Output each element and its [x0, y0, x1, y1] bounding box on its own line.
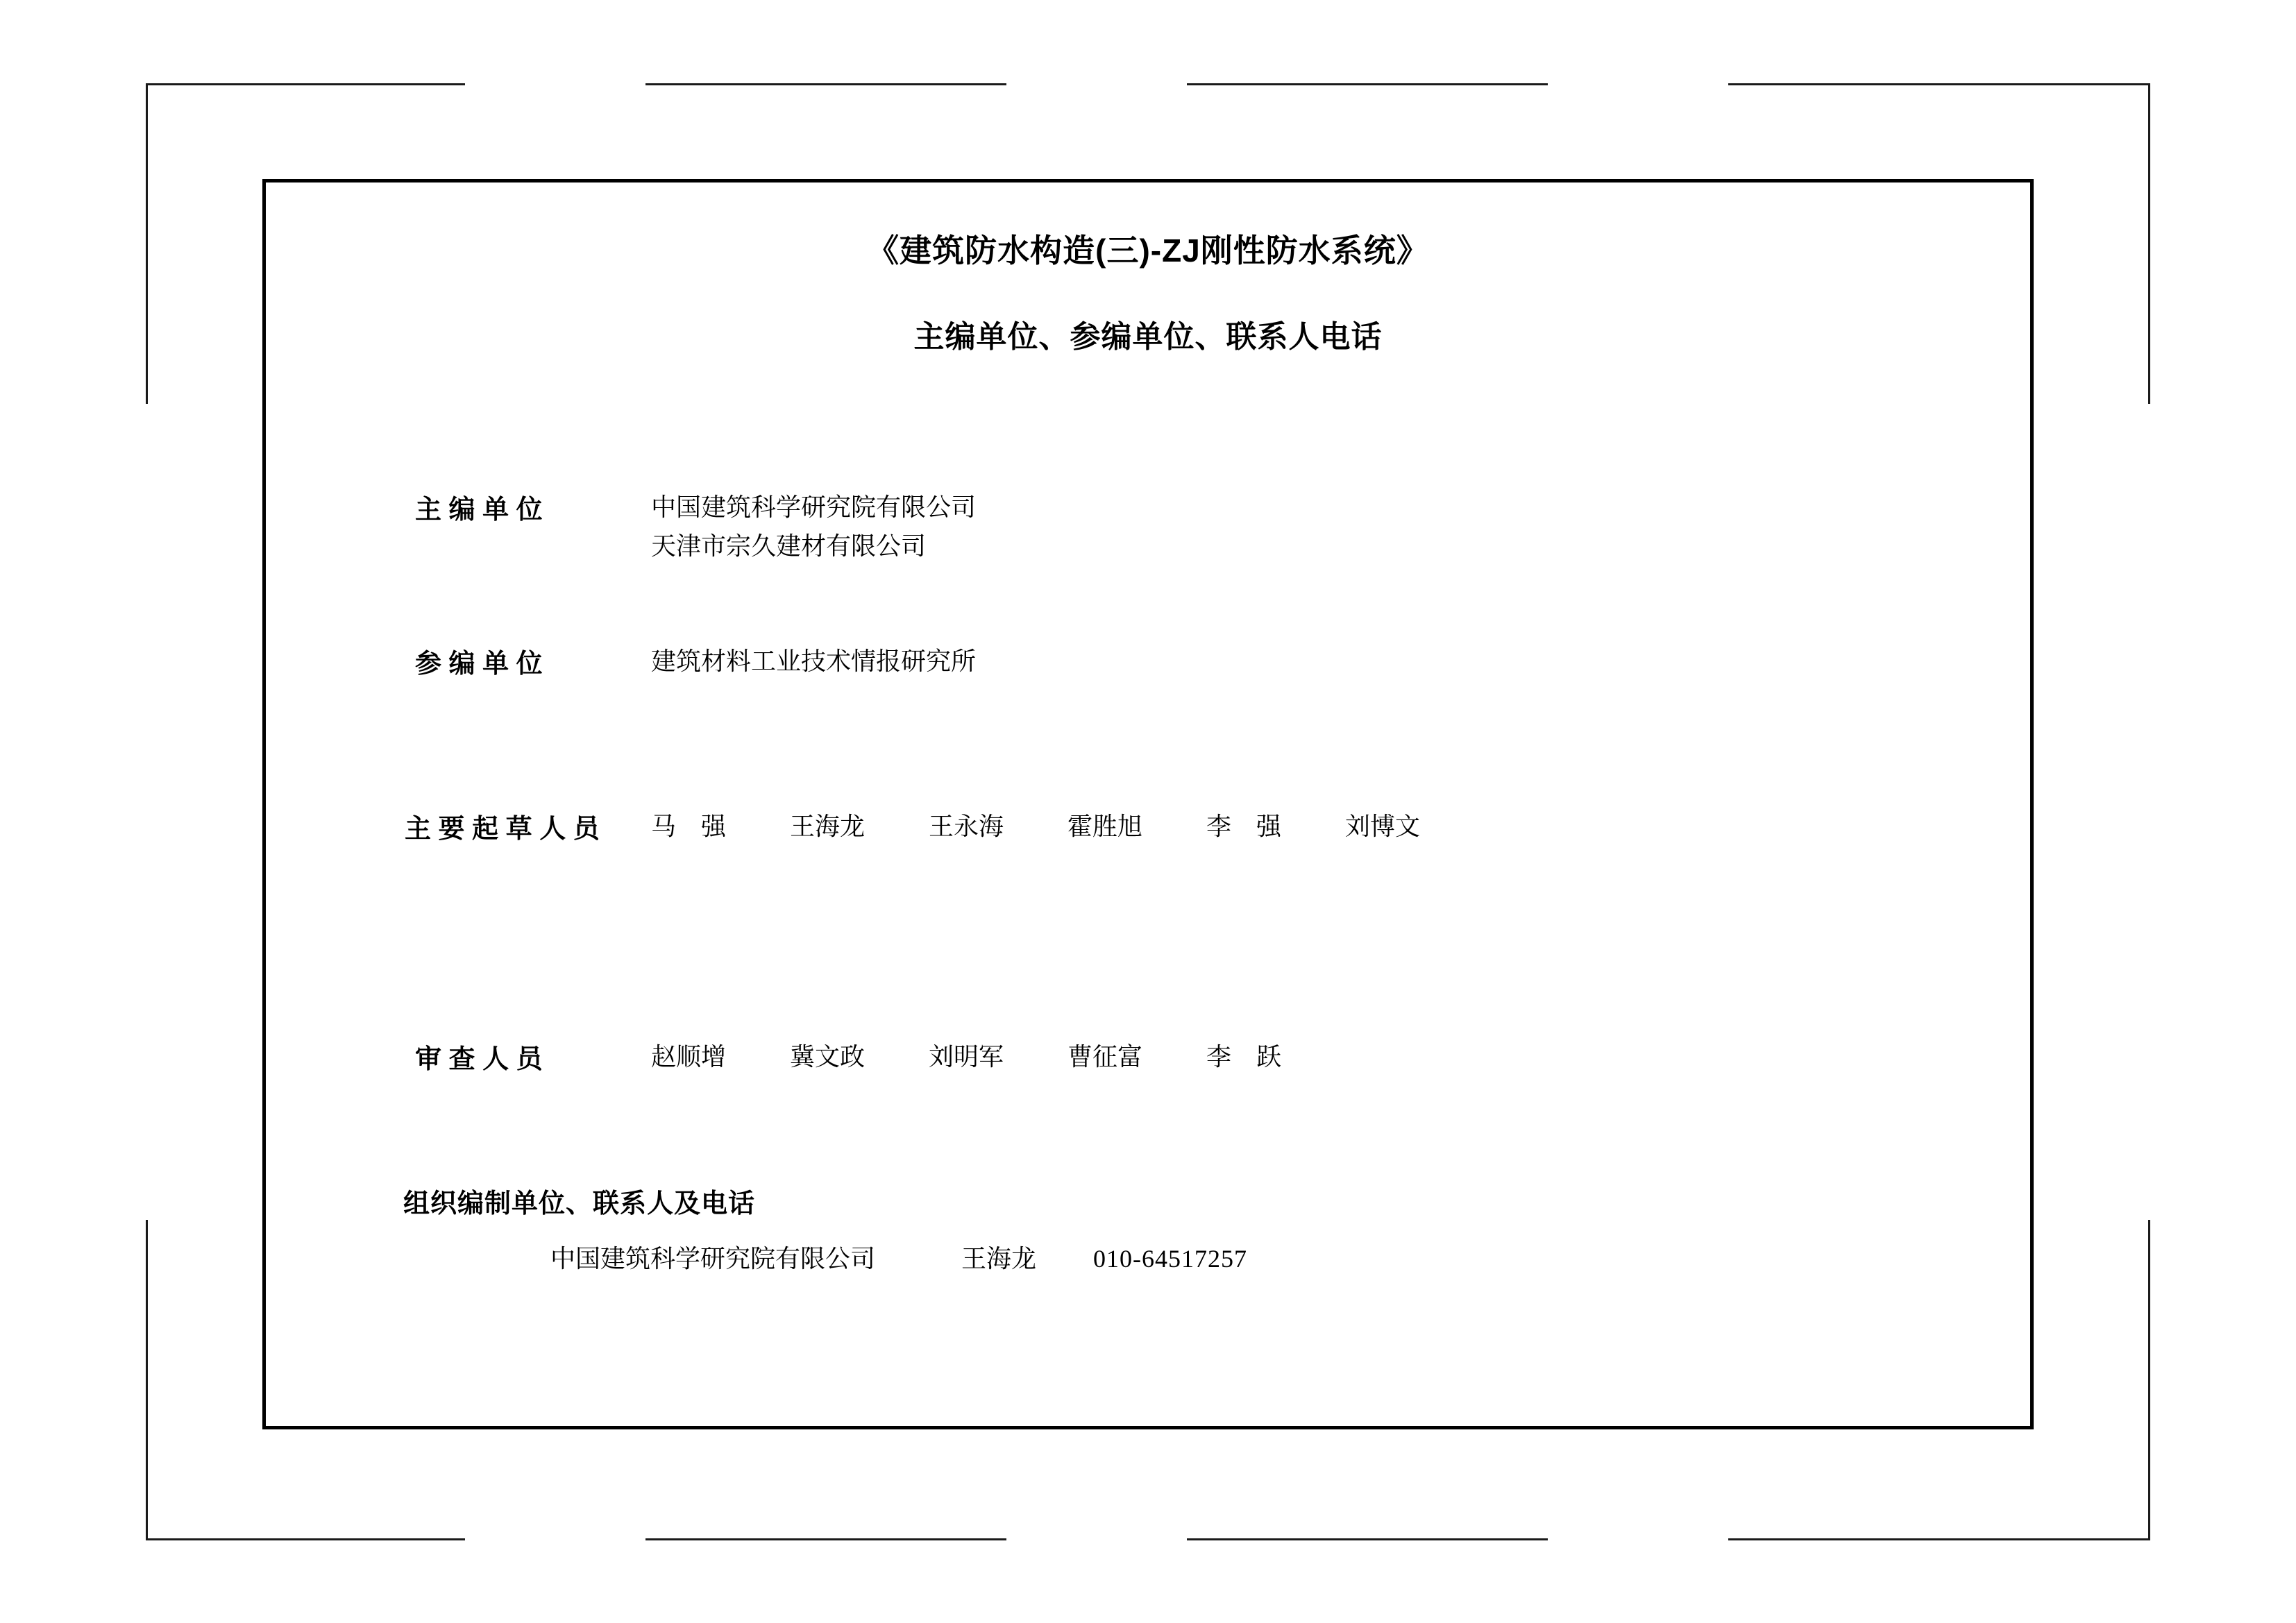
section-organizer	[403, 1182, 1247, 1275]
reviewer-name: 冀文政	[790, 1043, 866, 1071]
frame-segment-left-top	[146, 83, 148, 404]
drafter-name: 刘博文	[1345, 813, 1421, 840]
drafter-name: 霍胜旭	[1067, 813, 1143, 840]
frame-segment-top-mid-left	[645, 83, 1006, 85]
organizer-company: 中国建筑科学研究院有限公司	[550, 1244, 876, 1273]
frame-segment-bottom-right	[1728, 1538, 2150, 1540]
frame-segment-left-bottom	[146, 1220, 148, 1540]
reviewer-name: 刘明军	[929, 1043, 1004, 1071]
section-reviewers	[415, 1037, 1345, 1076]
section-values-chief-editor	[651, 488, 976, 566]
drafter-name: 王海龙	[790, 813, 866, 840]
section-values-main-drafters	[651, 807, 1484, 842]
section-label-organizer: 组织编制单位、联系人及电话	[403, 1189, 756, 1218]
reviewer-name: 赵顺增	[651, 1043, 727, 1071]
drafter-name: 王永海	[929, 813, 1004, 840]
section-values-associate-editor	[651, 642, 976, 681]
frame-segment-right-top	[2148, 83, 2150, 404]
section-label-chief-editor: 主 编 单 位	[415, 495, 543, 525]
frame-segment-top-mid-right	[1187, 83, 1548, 85]
reviewer-name: 李 跃	[1206, 1043, 1282, 1071]
organizer-phone: 010-64517257	[1093, 1245, 1247, 1273]
frame-segment-top-right	[1728, 83, 2150, 85]
document-title-secondary: 主编单位、参编单位、联系人电话	[913, 320, 1383, 354]
drafter-name: 李 强	[1206, 813, 1282, 840]
frame-segment-right-bottom	[2148, 1220, 2150, 1540]
document-title-primary: 《建筑防水构造(三)-ZJ刚性防水系统》	[867, 232, 1429, 269]
drafter-name: 马 强	[651, 813, 727, 840]
organizer-contact-person: 王海龙	[961, 1245, 1037, 1273]
document-content-box	[262, 179, 2034, 1429]
section-associate-editor	[415, 642, 976, 681]
frame-segment-bottom-mid-right	[1187, 1538, 1548, 1540]
associate-editor-unit-1: 建筑材料工业技术情报研究所	[651, 647, 977, 675]
section-chief-editor	[415, 488, 976, 566]
frame-segment-bottom-mid-left	[645, 1538, 1006, 1540]
chief-editor-unit-2: 天津市宗久建材有限公司	[651, 531, 927, 560]
frame-segment-bottom-left	[146, 1538, 465, 1540]
frame-segment-top-left	[146, 83, 465, 85]
section-values-reviewers	[651, 1037, 1345, 1073]
section-label-reviewers: 审 查 人 员	[415, 1045, 543, 1074]
section-label-main-drafters: 主 要 起 草 人 员	[405, 815, 600, 844]
reviewer-name: 曹征富	[1067, 1043, 1143, 1071]
section-label-associate-editor: 参 编 单 位	[415, 649, 543, 679]
organizer-detail-line	[550, 1239, 1247, 1275]
section-main-drafters	[405, 807, 1484, 845]
chief-editor-unit-1: 中国建筑科学研究院有限公司	[651, 493, 977, 521]
